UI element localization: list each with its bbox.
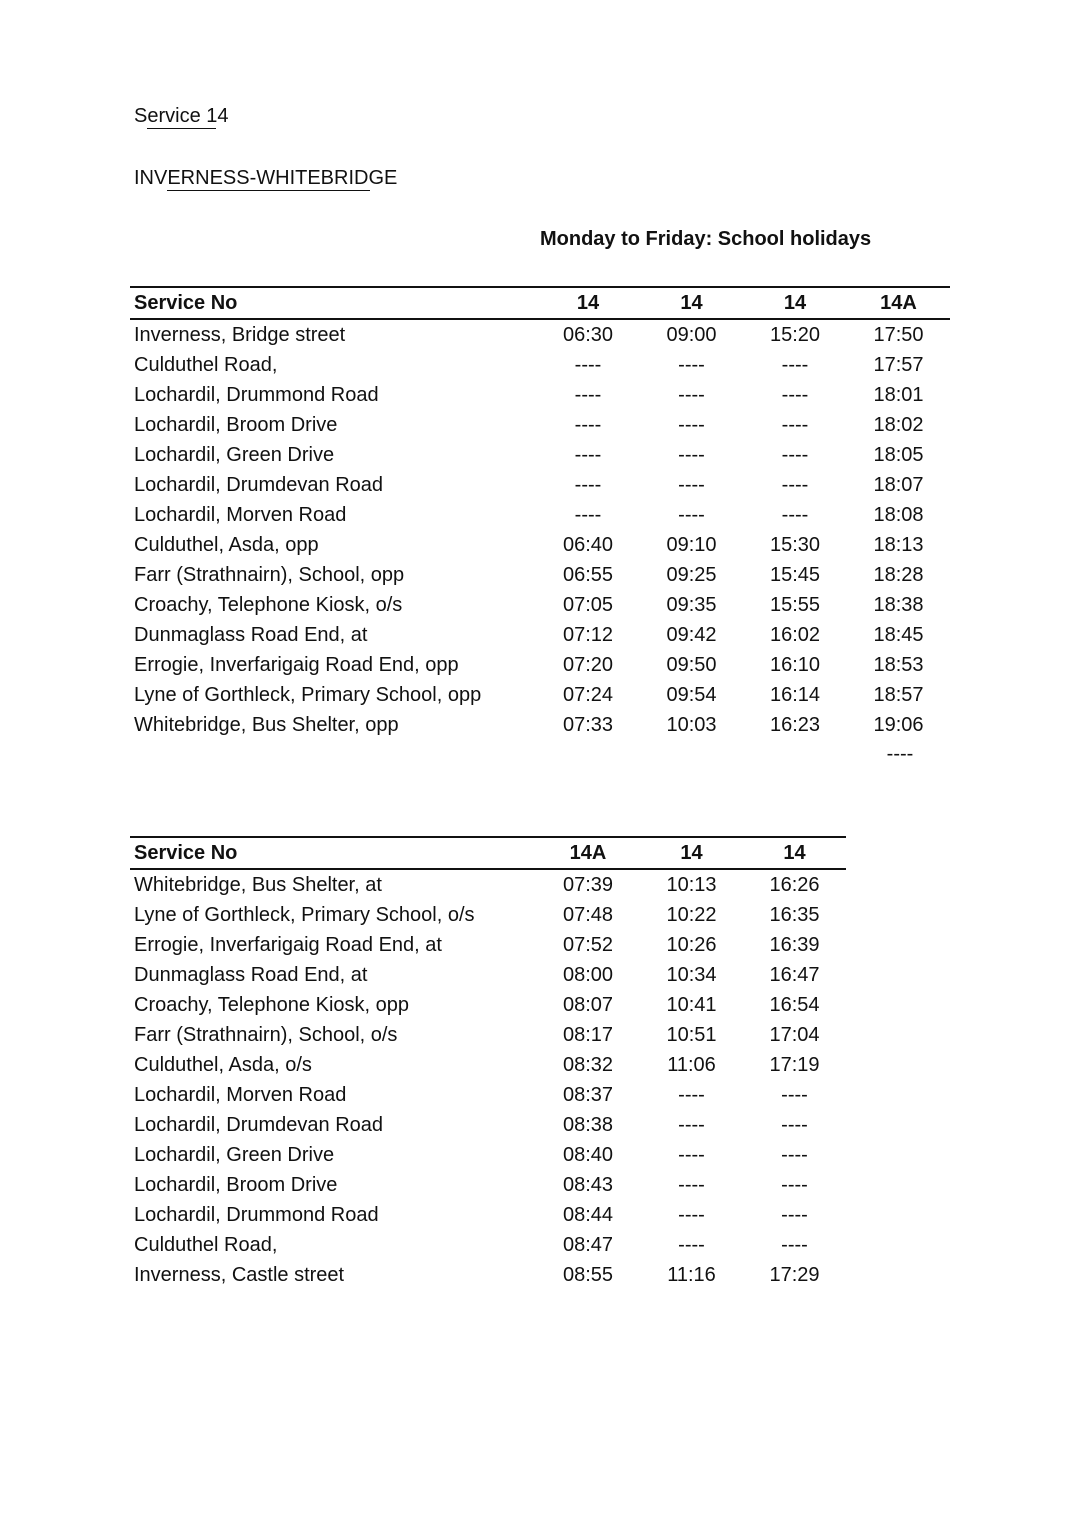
- departure-time: 17:57: [873, 354, 924, 376]
- departure-time: 19:06: [873, 714, 924, 736]
- stop-name: Errogie, Inverfarigaig Road End, opp: [134, 654, 459, 676]
- departure-time: 16:10: [769, 654, 821, 676]
- departure-time: 08:38: [562, 1114, 614, 1136]
- service-no-header: Service No: [134, 842, 238, 864]
- departure-time: 18:02: [873, 414, 924, 436]
- departure-time: 08:55: [562, 1264, 614, 1286]
- service-title-underline: [147, 128, 216, 129]
- departure-time: ----: [678, 1204, 705, 1226]
- service-column-header: 14A: [880, 292, 917, 314]
- departure-time: 07:39: [562, 874, 614, 896]
- stop-name: Culduthel, Asda, o/s: [134, 1054, 312, 1076]
- table-row: [130, 319, 950, 350]
- service-column-header: 14A: [569, 842, 607, 864]
- departure-time: 18:13: [873, 534, 924, 556]
- table-row: [130, 530, 950, 560]
- departure-time: ----: [678, 354, 705, 376]
- stop-name: Lochardil, Drummond Road: [134, 384, 379, 406]
- table-row: [130, 680, 950, 710]
- departure-time: 16:14: [769, 684, 821, 706]
- departure-time: ----: [678, 1084, 705, 1106]
- departure-time: ----: [781, 1114, 808, 1136]
- service-column-header: 14: [576, 292, 600, 314]
- table-row: [130, 1170, 846, 1200]
- service-column-header: 14: [680, 292, 703, 314]
- departure-time: ----: [574, 444, 602, 466]
- departure-time: 15:20: [769, 324, 821, 346]
- table-row: [130, 1260, 846, 1290]
- schedule-period-heading: Monday to Friday: School holidays: [540, 228, 872, 250]
- departure-time: ----: [781, 474, 809, 496]
- stop-name: Croachy, Telephone Kiosk, o/s: [134, 594, 403, 616]
- stop-name: Dunmaglass Road End, at: [134, 964, 368, 986]
- departure-time: ----: [574, 414, 602, 436]
- departure-time: 09:10: [666, 534, 717, 556]
- stop-name: Croachy, Telephone Kiosk, opp: [134, 994, 409, 1016]
- departure-time: 16:23: [769, 714, 821, 736]
- departure-time: 18:38: [873, 594, 924, 616]
- departure-time: 11:06: [667, 1054, 716, 1076]
- inbound-timetable: [130, 836, 846, 1290]
- departure-time: 10:51: [666, 1024, 717, 1046]
- departure-time: 16:26: [769, 874, 820, 896]
- stop-name: Culduthel Road,: [134, 354, 278, 376]
- departure-time: 18:05: [873, 444, 924, 466]
- table-row: [130, 1080, 846, 1110]
- departure-time: 08:00: [562, 964, 614, 986]
- table-row: [130, 869, 846, 900]
- departure-time: ----: [574, 384, 602, 406]
- stop-name: Culduthel, Asda, opp: [134, 534, 319, 556]
- service-column-header: 14: [680, 842, 703, 864]
- table-row: [130, 440, 950, 470]
- departure-time: 09:54: [666, 684, 717, 706]
- route-title-underline: [167, 190, 370, 191]
- table-row: [130, 990, 846, 1020]
- departure-time: 15:55: [769, 594, 821, 616]
- table-row: [130, 620, 950, 650]
- departure-time: 07:20: [562, 654, 614, 676]
- stop-name: Lyne of Gorthleck, Primary School, opp: [134, 684, 482, 706]
- departure-time: 07:05: [562, 594, 614, 616]
- departure-time: ----: [678, 1234, 705, 1256]
- departure-time: 10:34: [666, 964, 717, 986]
- departure-time: 06:30: [562, 324, 614, 346]
- departure-time: 18:08: [873, 504, 924, 526]
- stop-name: Farr (Strathnairn), School, o/s: [134, 1024, 398, 1046]
- departure-time: 07:33: [562, 714, 614, 736]
- departure-time: ----: [574, 504, 602, 526]
- departure-time: ----: [781, 1174, 808, 1196]
- departure-time: 17:04: [769, 1024, 820, 1046]
- departure-time: 07:12: [562, 624, 614, 646]
- departure-time: 08:17: [562, 1024, 614, 1046]
- stop-name: Whitebridge, Bus Shelter, at: [134, 874, 382, 896]
- table-row: [130, 410, 950, 440]
- departure-time: ----: [678, 1144, 705, 1166]
- departure-time: 15:45: [769, 564, 821, 586]
- outbound-timetable: [130, 286, 950, 740]
- departure-time: 08:43: [562, 1174, 614, 1196]
- departure-time: 08:07: [562, 994, 614, 1016]
- table-row: [130, 650, 950, 680]
- departure-time: ----: [678, 474, 705, 496]
- departure-time: 18:57: [873, 684, 924, 706]
- departure-time: 11:16: [667, 1264, 716, 1286]
- departure-time: 18:53: [873, 654, 924, 676]
- departure-time: 16:47: [769, 964, 820, 986]
- stop-name: Lochardil, Broom Drive: [134, 414, 338, 436]
- departure-time: ----: [781, 1234, 808, 1256]
- departure-time: 16:35: [769, 904, 820, 926]
- stop-name: Dunmaglass Road End, at: [134, 624, 368, 646]
- departure-time: 16:39: [769, 934, 820, 956]
- table-row: [130, 380, 950, 410]
- table-row: [130, 710, 950, 740]
- stop-name: Lochardil, Drumdevan Road: [134, 1114, 384, 1136]
- outbound-stops: [130, 319, 950, 740]
- departure-time: 07:48: [562, 904, 614, 926]
- stop-name: Culduthel Road,: [134, 1234, 278, 1256]
- service-title: Service 14: [134, 105, 229, 127]
- departure-time: 18:01: [873, 384, 924, 406]
- departure-time: 10:13: [666, 874, 717, 896]
- service-column-header: 14: [783, 292, 807, 314]
- stop-name: Lochardil, Morven Road: [134, 1084, 347, 1106]
- departure-time: 06:40: [562, 534, 614, 556]
- departure-time: 16:02: [769, 624, 821, 646]
- departure-time: 17:29: [769, 1264, 820, 1286]
- departure-time: ----: [678, 1114, 705, 1136]
- table-row: [130, 1200, 846, 1230]
- departure-time: 15:30: [769, 534, 821, 556]
- departure-time: 16:54: [769, 994, 820, 1016]
- service-column-header: 14: [783, 842, 806, 864]
- departure-time: 18:07: [873, 474, 924, 496]
- service-no-header: Service No: [134, 292, 238, 314]
- stop-name: Inverness, Bridge street: [134, 324, 346, 346]
- departure-time: ----: [781, 414, 809, 436]
- departure-time: ----: [678, 1174, 705, 1196]
- route-title: INVERNESS-WHITEBRIDGE: [134, 167, 398, 189]
- departure-time: ----: [781, 1144, 808, 1166]
- departure-time: 07:52: [562, 934, 614, 956]
- header-row: [130, 287, 950, 319]
- departure-time: 17:50: [873, 324, 924, 346]
- departure-time: 09:25: [666, 564, 717, 586]
- departure-time: 09:00: [666, 324, 717, 346]
- stop-name: Errogie, Inverfarigaig Road End, at: [134, 934, 442, 956]
- table-row: [130, 470, 950, 500]
- stop-name: Whitebridge, Bus Shelter, opp: [134, 714, 399, 736]
- departure-time: 18:45: [873, 624, 924, 646]
- departure-time: 08:32: [562, 1054, 614, 1076]
- departure-time: ----: [781, 504, 809, 526]
- table-row: [130, 1050, 846, 1080]
- stop-name: Lochardil, Drumdevan Road: [134, 474, 384, 496]
- departure-time: 10:03: [666, 714, 717, 736]
- departure-time: ----: [574, 474, 602, 496]
- departure-time: 10:22: [666, 904, 717, 926]
- table-row: [130, 1110, 846, 1140]
- departure-time: 10:41: [666, 994, 717, 1016]
- departure-time: ----: [678, 504, 705, 526]
- departure-time: ----: [781, 444, 809, 466]
- header-row: [130, 837, 846, 869]
- stop-name: Lochardil, Morven Road: [134, 504, 347, 526]
- trailer-dash: ----: [886, 743, 914, 765]
- table-row: [130, 1140, 846, 1170]
- table-row: [130, 590, 950, 620]
- departure-time: 08:37: [562, 1084, 614, 1106]
- stop-name: Lochardil, Green Drive: [134, 1144, 335, 1166]
- departure-time: ----: [781, 1204, 808, 1226]
- stop-name: Lyne of Gorthleck, Primary School, o/s: [134, 904, 475, 926]
- departure-time: ----: [574, 354, 602, 376]
- stop-name: Inverness, Castle street: [134, 1264, 345, 1286]
- departure-time: 09:42: [666, 624, 717, 646]
- departure-time: 08:40: [562, 1144, 614, 1166]
- table-row: [130, 350, 950, 380]
- departure-time: ----: [678, 444, 705, 466]
- table-row: [130, 560, 950, 590]
- table-row: [130, 500, 950, 530]
- stop-name: Farr (Strathnairn), School, opp: [134, 564, 405, 586]
- departure-time: 09:50: [666, 654, 717, 676]
- stop-name: Lochardil, Broom Drive: [134, 1174, 338, 1196]
- departure-time: 07:24: [562, 684, 614, 706]
- inbound-stops: [130, 869, 846, 1290]
- table-row: [130, 930, 846, 960]
- departure-time: ----: [781, 384, 809, 406]
- departure-time: 09:35: [666, 594, 717, 616]
- departure-time: 10:26: [666, 934, 717, 956]
- departure-time: 08:44: [562, 1204, 614, 1226]
- departure-time: ----: [781, 1084, 808, 1106]
- stop-name: Lochardil, Drummond Road: [134, 1204, 379, 1226]
- table-row: [130, 960, 846, 990]
- table-row: [130, 900, 846, 930]
- departure-time: 18:28: [873, 564, 924, 586]
- departure-time: 08:47: [562, 1234, 614, 1256]
- table-row: [130, 1020, 846, 1050]
- stop-name: Lochardil, Green Drive: [134, 444, 335, 466]
- departure-time: ----: [678, 414, 705, 436]
- departure-time: 17:19: [769, 1054, 820, 1076]
- departure-time: ----: [781, 354, 809, 376]
- table-row: [130, 1230, 846, 1260]
- departure-time: ----: [678, 384, 705, 406]
- departure-time: 06:55: [562, 564, 614, 586]
